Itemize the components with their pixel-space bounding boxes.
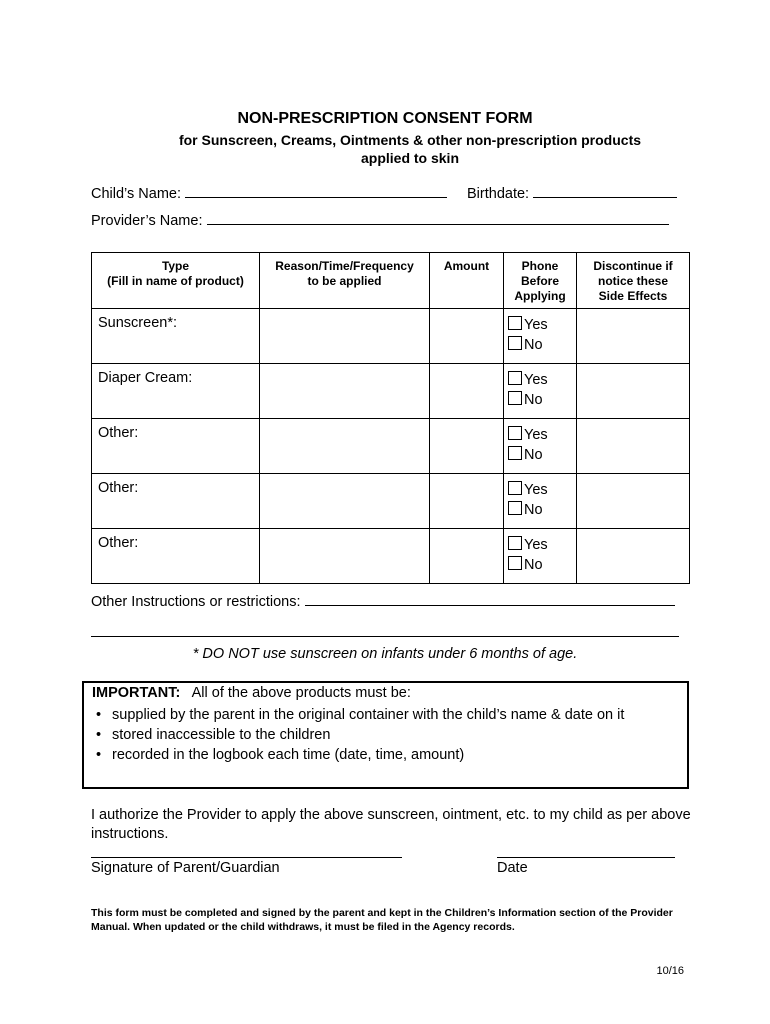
important-label: IMPORTANT: [92, 685, 181, 701]
type-cell: Other: [92, 529, 260, 584]
important-text: All of the above products must be: [191, 685, 411, 701]
reason-cell[interactable] [260, 529, 430, 584]
checkbox[interactable] [508, 371, 522, 385]
no-option[interactable] [508, 500, 576, 520]
table-header-row [92, 253, 690, 309]
yes-label: Yes [524, 372, 548, 388]
no-label: No [524, 502, 543, 518]
header-type [92, 253, 260, 309]
form-subtitle [140, 131, 680, 167]
important-heading [92, 685, 411, 701]
no-label: No [524, 557, 543, 573]
table-row [92, 529, 690, 584]
provider-name-field[interactable] [207, 212, 669, 225]
phone-cell [504, 419, 577, 474]
table-row [92, 309, 690, 364]
important-list [90, 705, 682, 765]
birthdate-label: Birthdate: [467, 186, 530, 202]
phone-cell [504, 309, 577, 364]
subtitle-line-2: applied to skin [360, 150, 459, 166]
header-amount-line1: Amount [443, 259, 490, 273]
instructions-field-line-2[interactable] [91, 636, 679, 637]
provider-name-label: Provider’s Name: [91, 213, 203, 229]
header-phone-line2: Before [520, 274, 559, 288]
header-discontinue-line2: notice these [597, 274, 669, 288]
checkbox[interactable] [508, 391, 522, 405]
no-option[interactable] [508, 335, 576, 355]
reason-cell[interactable] [260, 419, 430, 474]
list-item: • recorded in the logbook each time (date, time, amount) [112, 745, 682, 765]
list-item: • stored inaccessible to the children [112, 725, 682, 745]
birthdate-row [467, 185, 677, 202]
reason-cell[interactable] [260, 309, 430, 364]
type-cell: Other: [92, 419, 260, 474]
side-effects-cell[interactable] [577, 474, 690, 529]
yes-option[interactable] [508, 315, 576, 335]
checkbox[interactable] [508, 316, 522, 330]
checkbox[interactable] [508, 536, 522, 550]
phone-cell [504, 474, 577, 529]
header-reason-line2: to be applied [307, 274, 382, 288]
header-type-line2: (Fill in name of product) [107, 274, 244, 288]
important-box [82, 681, 689, 789]
consent-table [91, 252, 690, 584]
header-type-line1: Type [161, 259, 190, 273]
signature-label: Signature of Parent/Guardian [91, 860, 280, 876]
date-label: Date [497, 860, 528, 876]
child-name-label: Child’s Name: [91, 186, 181, 202]
table-row [92, 364, 690, 419]
side-effects-cell[interactable] [577, 309, 690, 364]
subtitle-line-1: for Sunscreen, Creams, Ointments & other non-prescription products [178, 132, 642, 148]
checkbox[interactable] [508, 446, 522, 460]
header-reason [260, 253, 430, 309]
amount-cell[interactable] [430, 364, 504, 419]
header-phone-line1: Phone [521, 259, 559, 273]
no-label: No [524, 447, 543, 463]
side-effects-cell[interactable] [577, 419, 690, 474]
instructions-row [91, 593, 675, 610]
header-discontinue [577, 253, 690, 309]
checkbox[interactable] [508, 501, 522, 515]
type-cell: Diaper Cream: [92, 364, 260, 419]
header-amount [430, 253, 504, 309]
header-phone [504, 253, 577, 309]
type-cell: Other: [92, 474, 260, 529]
checkbox[interactable] [508, 336, 522, 350]
signature-field[interactable] [91, 857, 402, 858]
page-number: 10/16 [656, 965, 684, 977]
footnote: This form must be completed and signed by the parent and kept in the Children’s Information section of the Provider Manual. When updated or the child withdraws, it must be filed in the Agency records. [91, 907, 673, 933]
checkbox[interactable] [508, 481, 522, 495]
header-discontinue-line1: Discontinue if [593, 259, 673, 273]
reason-cell[interactable] [260, 364, 430, 419]
no-label: No [524, 392, 543, 408]
yes-option[interactable] [508, 425, 576, 445]
header-reason-line1: Reason/Time/Frequency [275, 259, 414, 273]
phone-cell [504, 364, 577, 419]
yes-label: Yes [524, 317, 548, 333]
checkbox[interactable] [508, 556, 522, 570]
amount-cell[interactable] [430, 309, 504, 364]
yes-option[interactable] [508, 370, 576, 390]
yes-option[interactable] [508, 480, 576, 500]
reason-cell[interactable] [260, 474, 430, 529]
header-phone-line3: Applying [514, 289, 566, 303]
checkbox[interactable] [508, 426, 522, 440]
yes-label: Yes [524, 427, 548, 443]
header-discontinue-line3: Side Effects [598, 289, 668, 303]
phone-cell [504, 529, 577, 584]
side-effects-cell[interactable] [577, 364, 690, 419]
no-label: No [524, 337, 543, 353]
date-field[interactable] [497, 857, 675, 858]
no-option[interactable] [508, 390, 576, 410]
yes-label: Yes [524, 482, 548, 498]
sunscreen-warning: * DO NOT use sunscreen on infants under 6 months of age. [192, 646, 578, 662]
yes-label: Yes [524, 537, 548, 553]
list-item: • supplied by the parent in the original container with the child’s name & date on it [112, 705, 682, 725]
amount-cell[interactable] [430, 419, 504, 474]
yes-option[interactable] [508, 535, 576, 555]
instructions-field[interactable] [305, 593, 675, 606]
amount-cell[interactable] [430, 474, 504, 529]
no-option[interactable] [508, 555, 576, 575]
type-cell: Sunscreen*: [92, 309, 260, 364]
side-effects-cell[interactable] [577, 529, 690, 584]
child-name-row [91, 185, 447, 202]
no-option[interactable] [508, 445, 576, 465]
authorization-text: I authorize the Provider to apply the above sunscreen, ointment, etc. to my child as per above instructions. [91, 807, 691, 842]
form-title: NON-PRESCRIPTION CONSENT FORM [237, 110, 533, 127]
amount-cell[interactable] [430, 529, 504, 584]
table-row [92, 474, 690, 529]
provider-name-row [91, 212, 669, 229]
birthdate-field[interactable] [533, 185, 677, 198]
child-name-field[interactable] [185, 185, 447, 198]
table-row [92, 419, 690, 474]
instructions-label: Other Instructions or restrictions: [91, 594, 301, 610]
